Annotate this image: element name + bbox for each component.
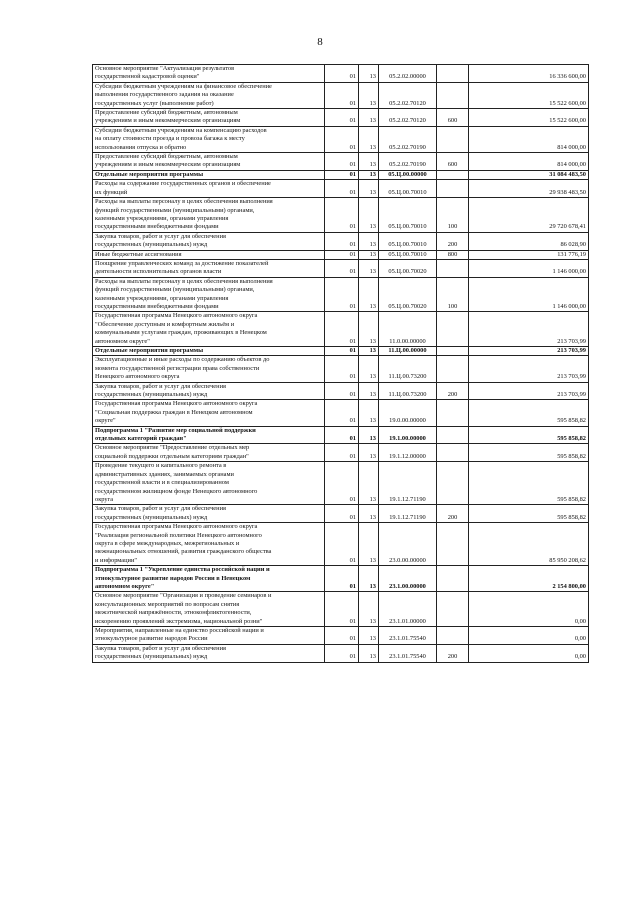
row-name-line: и информации": [95, 556, 137, 564]
expense-type-cell: [437, 444, 469, 462]
row-name-cell: [93, 523, 325, 566]
amount-cell: 0,00: [469, 592, 589, 627]
row-name-line: государственных (муниципальных) нужд: [95, 513, 208, 521]
amount-cell: 29 720 678,41: [469, 198, 589, 233]
row-name-line: Иные бюджетные ассигнования: [95, 250, 182, 258]
section-code-cell: 13: [359, 523, 379, 566]
section-code-cell: 13: [359, 126, 379, 152]
table-row: [93, 126, 589, 152]
row-name-line: Ненецкого автономного округа: [95, 373, 180, 381]
budget-table: [92, 64, 589, 663]
section-code-cell: 13: [359, 259, 379, 277]
row-name-line: Расходы на содержание государственных органов и обеспечение: [95, 180, 271, 188]
target-code-cell: 23.0.00.00000: [379, 523, 437, 566]
table-row: [93, 382, 589, 400]
amount-cell: 213 703,99: [469, 347, 589, 356]
amount-cell: 213 703,99: [469, 382, 589, 400]
row-name-line: Поощрение управленческих команд за достижение показателей: [95, 259, 269, 267]
expense-type-cell: [437, 170, 469, 179]
amount-cell: 213 703,99: [469, 312, 589, 347]
section-code-cell: 13: [359, 82, 379, 108]
ministry-code-cell: 01: [325, 592, 359, 627]
section-code-cell: 13: [359, 170, 379, 179]
amount-cell: 595 858,82: [469, 505, 589, 523]
section-code-cell: 13: [359, 592, 379, 627]
row-name-line: государственными внебюджетными фондами: [95, 223, 219, 231]
amount-cell: 595 858,82: [469, 462, 589, 505]
row-name-cell: [93, 153, 325, 171]
row-name-line: округа: [95, 495, 114, 503]
table-row: [93, 277, 589, 312]
amount-cell: 2 154 800,00: [469, 566, 589, 592]
table-row: [93, 109, 589, 127]
target-code-cell: 11.Ц.00.73200: [379, 356, 437, 382]
ministry-code-cell: 01: [325, 644, 359, 662]
row-name-line: Субсидии бюджетным учреждениям на финансовое обеспечение: [95, 82, 272, 90]
expense-type-cell: [437, 627, 469, 645]
ministry-code-cell: 01: [325, 462, 359, 505]
expense-type-cell: 200: [437, 644, 469, 662]
ministry-code-cell: 01: [325, 170, 359, 179]
row-name-line: Мероприятия, направленные на единство российской нации и: [95, 627, 264, 634]
target-code-cell: 05.2.02.00000: [379, 65, 437, 83]
ministry-code-cell: 01: [325, 505, 359, 523]
target-code-cell: 05.Ц.00.70010: [379, 180, 437, 198]
row-name-cell: [93, 250, 325, 259]
target-code-cell: 23.1.01.75540: [379, 644, 437, 662]
section-code-cell: 13: [359, 627, 379, 645]
row-name-line: учреждениям и иным некоммерческим организациям: [95, 117, 241, 125]
row-name-line: функций государственными (муниципальными) органами,: [95, 286, 255, 294]
ministry-code-cell: 01: [325, 109, 359, 127]
table-row: [93, 644, 589, 662]
row-name-line: административных зданиях, занимаемых органами: [95, 470, 234, 478]
section-code-cell: 13: [359, 644, 379, 662]
expense-type-cell: [437, 312, 469, 347]
row-name-cell: [93, 592, 325, 627]
row-name-cell: [93, 400, 325, 426]
amount-cell: 595 858,82: [469, 444, 589, 462]
target-code-cell: 11.Ц.00.00000: [379, 347, 437, 356]
row-name-line: казенными учреждениями, органами управления: [95, 214, 229, 222]
target-code-cell: 19.1.12.00000: [379, 444, 437, 462]
row-name-line: Отдельные мероприятия программы: [95, 347, 204, 354]
table-row: [93, 232, 589, 250]
table-row: [93, 198, 589, 233]
expense-type-cell: 600: [437, 109, 469, 127]
target-code-cell: 05.Ц.00.70020: [379, 259, 437, 277]
section-code-cell: 13: [359, 382, 379, 400]
section-code-cell: 13: [359, 444, 379, 462]
row-name-line: межнациональных отношений, развития гражданского общества: [95, 548, 272, 556]
expense-type-cell: [437, 82, 469, 108]
row-name-cell: [93, 627, 325, 645]
target-code-cell: 11.Ц.00.73200: [379, 382, 437, 400]
table-row: [93, 259, 589, 277]
row-name-line: Подпрограмма 1 "Укрепление единства российской нации и: [95, 566, 270, 574]
section-code-cell: 13: [359, 356, 379, 382]
amount-cell: 85 950 208,62: [469, 523, 589, 566]
ministry-code-cell: 01: [325, 277, 359, 312]
expense-type-cell: 200: [437, 232, 469, 250]
row-name-cell: [93, 82, 325, 108]
row-name-line: автономном округе": [95, 337, 150, 345]
ministry-code-cell: 01: [325, 382, 359, 400]
target-code-cell: 19.1.12.71190: [379, 462, 437, 505]
row-name-line: округе": [95, 417, 116, 425]
row-name-line: автономном округе": [95, 582, 155, 590]
row-name-line: Государственная программа Ненецкого автономного округа: [95, 312, 258, 320]
row-name-line: функций государственными (муниципальными) органами,: [95, 206, 255, 214]
row-name-cell: [93, 198, 325, 233]
target-code-cell: 05.Ц.00.70020: [379, 277, 437, 312]
row-name-line: отдельных категорий граждан": [95, 435, 187, 443]
row-name-line: использования отпуска и обратно: [95, 143, 187, 151]
row-name-line: казенными учреждениями, органами управления: [95, 294, 229, 302]
row-name-line: Основное мероприятие "Предоставление отдельных мер: [95, 444, 250, 452]
table-row: [93, 82, 589, 108]
row-name-line: государственных (муниципальных) нужд: [95, 391, 208, 399]
row-name-cell: [93, 312, 325, 347]
row-name-cell: [93, 259, 325, 277]
row-name-cell: [93, 180, 325, 198]
row-name-line: Основное мероприятие "Актуализация результатов: [95, 65, 235, 72]
table-row: [93, 356, 589, 382]
row-name-line: Проведение текущего и капитального ремонта в: [95, 462, 227, 470]
row-name-line: этнокультурное развитие народов России: [95, 635, 208, 643]
expense-type-cell: [437, 426, 469, 444]
row-name-cell: [93, 126, 325, 152]
ministry-code-cell: 01: [325, 523, 359, 566]
page-number: 8: [317, 36, 323, 48]
budget-table-body: [93, 65, 589, 663]
ministry-code-cell: 01: [325, 400, 359, 426]
ministry-code-cell: 01: [325, 312, 359, 347]
row-name-line: коммунальными услугами граждан, проживающих в Ненецком: [95, 329, 267, 337]
section-code-cell: 13: [359, 250, 379, 259]
ministry-code-cell: 01: [325, 627, 359, 645]
ministry-code-cell: 01: [325, 259, 359, 277]
expense-type-cell: 100: [437, 198, 469, 233]
expense-type-cell: [437, 566, 469, 592]
row-name-line: Закупка товаров, работ и услуг для обеспечения: [95, 644, 226, 652]
amount-cell: 0,00: [469, 627, 589, 645]
row-name-line: "Обеспечение доступным и комфортным жильём и: [95, 320, 235, 328]
ministry-code-cell: 01: [325, 426, 359, 444]
expense-type-cell: [437, 462, 469, 505]
ministry-code-cell: 01: [325, 126, 359, 152]
target-code-cell: 19.0.00.00000: [379, 400, 437, 426]
section-code-cell: 13: [359, 277, 379, 312]
amount-cell: 16 336 600,00: [469, 65, 589, 83]
row-name-line: Эксплуатационные и иные расходы по содержанию объектов до: [95, 356, 270, 364]
section-code-cell: 13: [359, 505, 379, 523]
row-name-line: государственном жилищном фонде Ненецкого автономного: [95, 487, 258, 495]
ministry-code-cell: 01: [325, 250, 359, 259]
table-row: [93, 170, 589, 179]
row-name-line: государственными внебюджетными фондами: [95, 302, 219, 310]
ministry-code-cell: 01: [325, 356, 359, 382]
row-name-cell: [93, 170, 325, 179]
section-code-cell: 13: [359, 180, 379, 198]
section-code-cell: 13: [359, 198, 379, 233]
section-code-cell: 13: [359, 109, 379, 127]
target-code-cell: 05.2.02.70190: [379, 153, 437, 171]
row-name-line: Закупка товаров, работ и услуг для обеспечения: [95, 232, 226, 240]
row-name-line: государственной власти и в специализированном: [95, 479, 229, 487]
amount-cell: 595 858,82: [469, 400, 589, 426]
row-name-cell: [93, 462, 325, 505]
table-row: [93, 153, 589, 171]
ministry-code-cell: 01: [325, 566, 359, 592]
row-name-line: Предоставление субсидий бюджетным, автономным: [95, 153, 238, 161]
row-name-line: момента государственной регистрации права собственности: [95, 364, 260, 372]
table-row: [93, 426, 589, 444]
amount-cell: 814 000,00: [469, 153, 589, 171]
target-code-cell: 05.Ц.00.70010: [379, 232, 437, 250]
amount-cell: 0,00: [469, 644, 589, 662]
row-name-line: этнокультурное развитие народов России в Ненецком: [95, 574, 251, 582]
target-code-cell: 23.1.01.75540: [379, 627, 437, 645]
expense-type-cell: [437, 65, 469, 83]
target-code-cell: 05.2.02.70120: [379, 82, 437, 108]
row-name-line: социальной поддержки отдельным категориям граждан": [95, 452, 249, 460]
row-name-cell: [93, 109, 325, 127]
table-row: [93, 592, 589, 627]
amount-cell: 31 084 483,50: [469, 170, 589, 179]
section-code-cell: 13: [359, 426, 379, 444]
row-name-line: Предоставление субсидий бюджетным, автономным: [95, 109, 238, 117]
amount-cell: 814 000,00: [469, 126, 589, 152]
row-name-line: государственных услуг (выполнение работ): [95, 99, 214, 107]
section-code-cell: 13: [359, 347, 379, 356]
row-name-line: Отдельные мероприятия программы: [95, 170, 204, 178]
row-name-line: Расходы на выплаты персоналу в целях обеспечения выполнения: [95, 277, 273, 285]
table-row: [93, 400, 589, 426]
row-name-cell: [93, 505, 325, 523]
row-name-line: деятельности исполнительных органов власти: [95, 268, 222, 276]
expense-type-cell: 800: [437, 250, 469, 259]
amount-cell: 595 858,82: [469, 426, 589, 444]
section-code-cell: 13: [359, 400, 379, 426]
ministry-code-cell: 01: [325, 198, 359, 233]
target-code-cell: 19.1.12.71190: [379, 505, 437, 523]
ministry-code-cell: 01: [325, 180, 359, 198]
expense-type-cell: [437, 347, 469, 356]
row-name-line: "Социальная поддержка граждан в Ненецком автономном: [95, 408, 253, 416]
amount-cell: 15 522 600,00: [469, 82, 589, 108]
row-name-cell: [93, 277, 325, 312]
row-name-line: округа в сфере международных, межрегиональных и: [95, 539, 240, 547]
expense-type-cell: [437, 400, 469, 426]
expense-type-cell: [437, 592, 469, 627]
section-code-cell: 13: [359, 462, 379, 505]
row-name-line: Расходы на выплаты персоналу в целях обеспечения выполнения: [95, 198, 273, 206]
amount-cell: 213 703,99: [469, 356, 589, 382]
row-name-line: государственных (муниципальных) нужд: [95, 653, 208, 661]
target-code-cell: 23.1.00.00000: [379, 566, 437, 592]
amount-cell: 86 028,90: [469, 232, 589, 250]
ministry-code-cell: 01: [325, 82, 359, 108]
expense-type-cell: [437, 180, 469, 198]
row-name-cell: [93, 65, 325, 83]
table-row: [93, 444, 589, 462]
expense-type-cell: 600: [437, 153, 469, 171]
row-name-line: государственной кадастровой оценки": [95, 73, 200, 81]
expense-type-cell: 200: [437, 382, 469, 400]
table-row: [93, 523, 589, 566]
row-name-line: Государственная программа Ненецкого автономного округа: [95, 523, 258, 531]
row-name-line: искоренению проявлений экстремизма, национальной розни": [95, 617, 263, 625]
table-row: [93, 312, 589, 347]
section-code-cell: 13: [359, 566, 379, 592]
ministry-code-cell: 01: [325, 65, 359, 83]
row-name-line: Основное мероприятие "Организация и проведение семинаров и: [95, 592, 272, 600]
row-name-cell: [93, 232, 325, 250]
target-code-cell: 05.Ц.00.00000: [379, 170, 437, 179]
target-code-cell: 23.1.01.00000: [379, 592, 437, 627]
section-code-cell: 13: [359, 312, 379, 347]
target-code-cell: 19.1.00.00000: [379, 426, 437, 444]
section-code-cell: 13: [359, 153, 379, 171]
ministry-code-cell: 01: [325, 444, 359, 462]
table-row: [93, 505, 589, 523]
target-code-cell: 11.0.00.00000: [379, 312, 437, 347]
row-name-line: их функций: [95, 188, 128, 196]
table-row: [93, 180, 589, 198]
amount-cell: 1 146 000,00: [469, 259, 589, 277]
expense-type-cell: [437, 356, 469, 382]
row-name-cell: [93, 566, 325, 592]
target-code-cell: 05.Ц.00.70010: [379, 250, 437, 259]
row-name-line: Закупка товаров, работ и услуг для обеспечения: [95, 505, 226, 513]
table-row: [93, 627, 589, 645]
expense-type-cell: [437, 259, 469, 277]
row-name-cell: [93, 644, 325, 662]
section-code-cell: 13: [359, 65, 379, 83]
target-code-cell: 05.Ц.00.70010: [379, 198, 437, 233]
row-name-cell: [93, 382, 325, 400]
row-name-line: Субсидии бюджетным учреждениям на компенсацию расходов: [95, 126, 267, 134]
amount-cell: 1 146 000,00: [469, 277, 589, 312]
row-name-cell: [93, 426, 325, 444]
ministry-code-cell: 01: [325, 153, 359, 171]
expense-type-cell: 200: [437, 505, 469, 523]
row-name-line: Закупка товаров, работ и услуг для обеспечения: [95, 382, 226, 390]
row-name-line: Подпрограмма 1 "Развитие мер социальной поддержки: [95, 426, 256, 434]
row-name-line: межэтнической напряжённости, этноконфликтогенности,: [95, 609, 252, 617]
amount-cell: 131 776,19: [469, 250, 589, 259]
amount-cell: 15 522 600,00: [469, 109, 589, 127]
expense-type-cell: [437, 523, 469, 566]
row-name-cell: [93, 444, 325, 462]
row-name-line: консультационных мероприятий по вопросам снятия: [95, 600, 240, 608]
table-row: [93, 250, 589, 259]
section-code-cell: 13: [359, 232, 379, 250]
row-name-line: на оплату стоимости проезда и провоза багажа к месту: [95, 135, 245, 143]
ministry-code-cell: 01: [325, 347, 359, 356]
expense-type-cell: [437, 126, 469, 152]
table-row: [93, 566, 589, 592]
table-row: [93, 462, 589, 505]
ministry-code-cell: 01: [325, 232, 359, 250]
row-name-line: "Реализация региональной политики Ненецкого автономного: [95, 531, 262, 539]
row-name-line: выполнения государственного задания на оказание: [95, 91, 234, 99]
table-row: [93, 65, 589, 83]
row-name-cell: [93, 347, 325, 356]
row-name-line: государственных (муниципальных) нужд: [95, 241, 208, 249]
amount-cell: 29 938 483,50: [469, 180, 589, 198]
row-name-line: Государственная программа Ненецкого автономного округа: [95, 400, 258, 408]
row-name-cell: [93, 356, 325, 382]
target-code-cell: 05.2.02.70190: [379, 126, 437, 152]
target-code-cell: 05.2.02.70120: [379, 109, 437, 127]
table-row: [93, 347, 589, 356]
expense-type-cell: 100: [437, 277, 469, 312]
row-name-line: учреждениям и иным некоммерческим организациям: [95, 161, 241, 169]
